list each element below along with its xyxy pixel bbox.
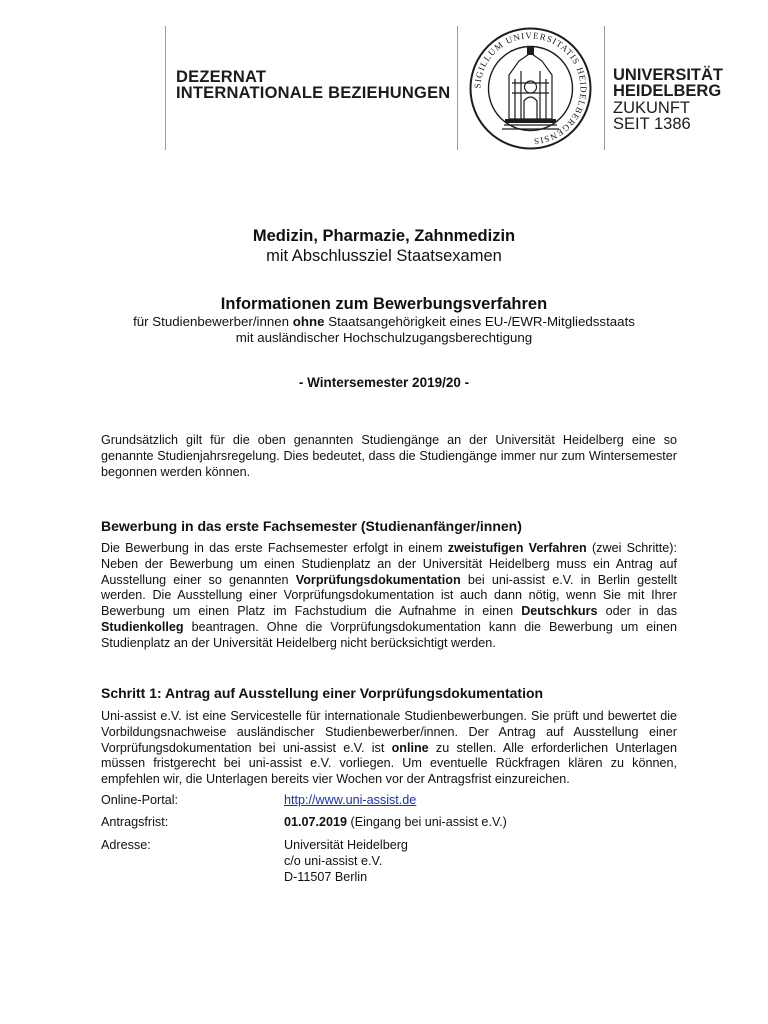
university-line-2: HEIDELBERG	[613, 82, 722, 101]
department-name	[176, 69, 450, 101]
address-label: Adresse:	[101, 838, 151, 852]
university-line-1: UNIVERSITÄT	[613, 66, 724, 84]
address-value	[284, 838, 408, 885]
section-first-semester-heading: Bewerbung in das erste Fachsemester (Studienanfänger/innen)	[101, 518, 522, 534]
info-subline-2: mit ausländischer Hochschulzugangsberechtigung	[235, 330, 533, 345]
address-line-1: Universität Heidelberg	[284, 838, 408, 852]
portal-value	[284, 793, 416, 809]
section-step1-heading: Schritt 1: Antrag auf Ausstellung einer Vorprüfungsdokumentation	[101, 685, 544, 701]
intro-paragraph: Grundsätzlich gilt für die oben genannten Studiengänge an der Universität Heidelberg eine so genannte Studienjahrsregelung. Dies bedeutet, dass die Studiengänge immer nur zum Wintersemester begonnen werden können.	[101, 433, 677, 479]
semester-label: - Wintersemester 2019/20 -	[298, 375, 470, 390]
university-line-4: SEIT 1386	[613, 114, 691, 133]
header-divider-seal-right	[604, 26, 605, 150]
seal-text: SIGILLUM UNIVERSITATIS HEIDELBERGENSIS	[472, 30, 589, 147]
document-subtitle: mit Abschlussziel Staatsexamen	[266, 247, 502, 265]
address-line-3: D-11507 Berlin	[284, 869, 368, 884]
header-divider-left	[165, 26, 166, 150]
deadline-label: Antragsfrist:	[101, 815, 169, 829]
header-divider-seal-left	[457, 26, 458, 150]
deadline-value: 01.07.2019 (Eingang bei uni-assist e.V.)	[284, 815, 507, 829]
portal-label: Online-Portal:	[101, 793, 178, 807]
section-step1-paragraph: Uni-assist e.V. ist eine Servicestelle für internationale Studienbewerbungen. Sie prüft und bewertet die Vorbildungsnachweise ausländischer Studienbewerber/innen. Der Antrag auf Ausstellung einer Vorprüfungsdokumentation bei uni-assist e.V. ist online zu stellen. Alle erforderlichen Unterlagen müssen fristgerecht bei uni-assist e.V. vorliegen. Um eventuelle Rückfragen klären zu können, empfehlen wir, die Unterlagen bereits vier Wochen vor der Antragsfrist einzureichen.	[101, 709, 677, 787]
department-line-1: DEZERNAT	[176, 68, 267, 86]
university-line-3: ZUKUNFT	[613, 98, 690, 117]
document-title: Medizin, Pharmazie, Zahnmedizin	[252, 227, 516, 245]
address-line-2: c/o uni-assist e.V.	[284, 853, 383, 868]
university-seal-icon	[469, 27, 592, 150]
info-subline-1: für Studienbewerber/innen ohne Staatsangehörigkeit eines EU-/EWR-Mitgliedsstaats	[133, 314, 635, 329]
department-line-2: INTERNATIONALE BEZIEHUNGEN	[176, 84, 451, 102]
section-first-semester-paragraph: Die Bewerbung in das erste Fachsemester erfolgt in einem zweistufigen Verfahren (zwei Schritte): Neben der Bewerbung um einen Studienplatz an der Universität Heidelberg muss ein Antrag auf Ausstellung einer so genannten Vorprüfungsdokumentation bei uni-assist e.V. in Berlin gestellt werden. Die Ausstellung einer Vorprüfungsdokumentation ist auch dann nötig, wenn Sie mit Ihrer Bewerbung um einen Platz im Fachstudium die Aufnahme in einen Deutschkurs oder in das Studienkolleg beantragen. Ohne die Vorprüfungsdokumentation kann die Bewerbung um einen Studienplatz an der Universität Heidelberg nicht berücksichtigt werden.	[101, 541, 678, 650]
portal-link[interactable]: http://www.uni-assist.de	[284, 793, 417, 807]
university-name	[613, 67, 723, 132]
info-heading: Informationen zum Bewerbungsverfahren	[220, 295, 548, 313]
